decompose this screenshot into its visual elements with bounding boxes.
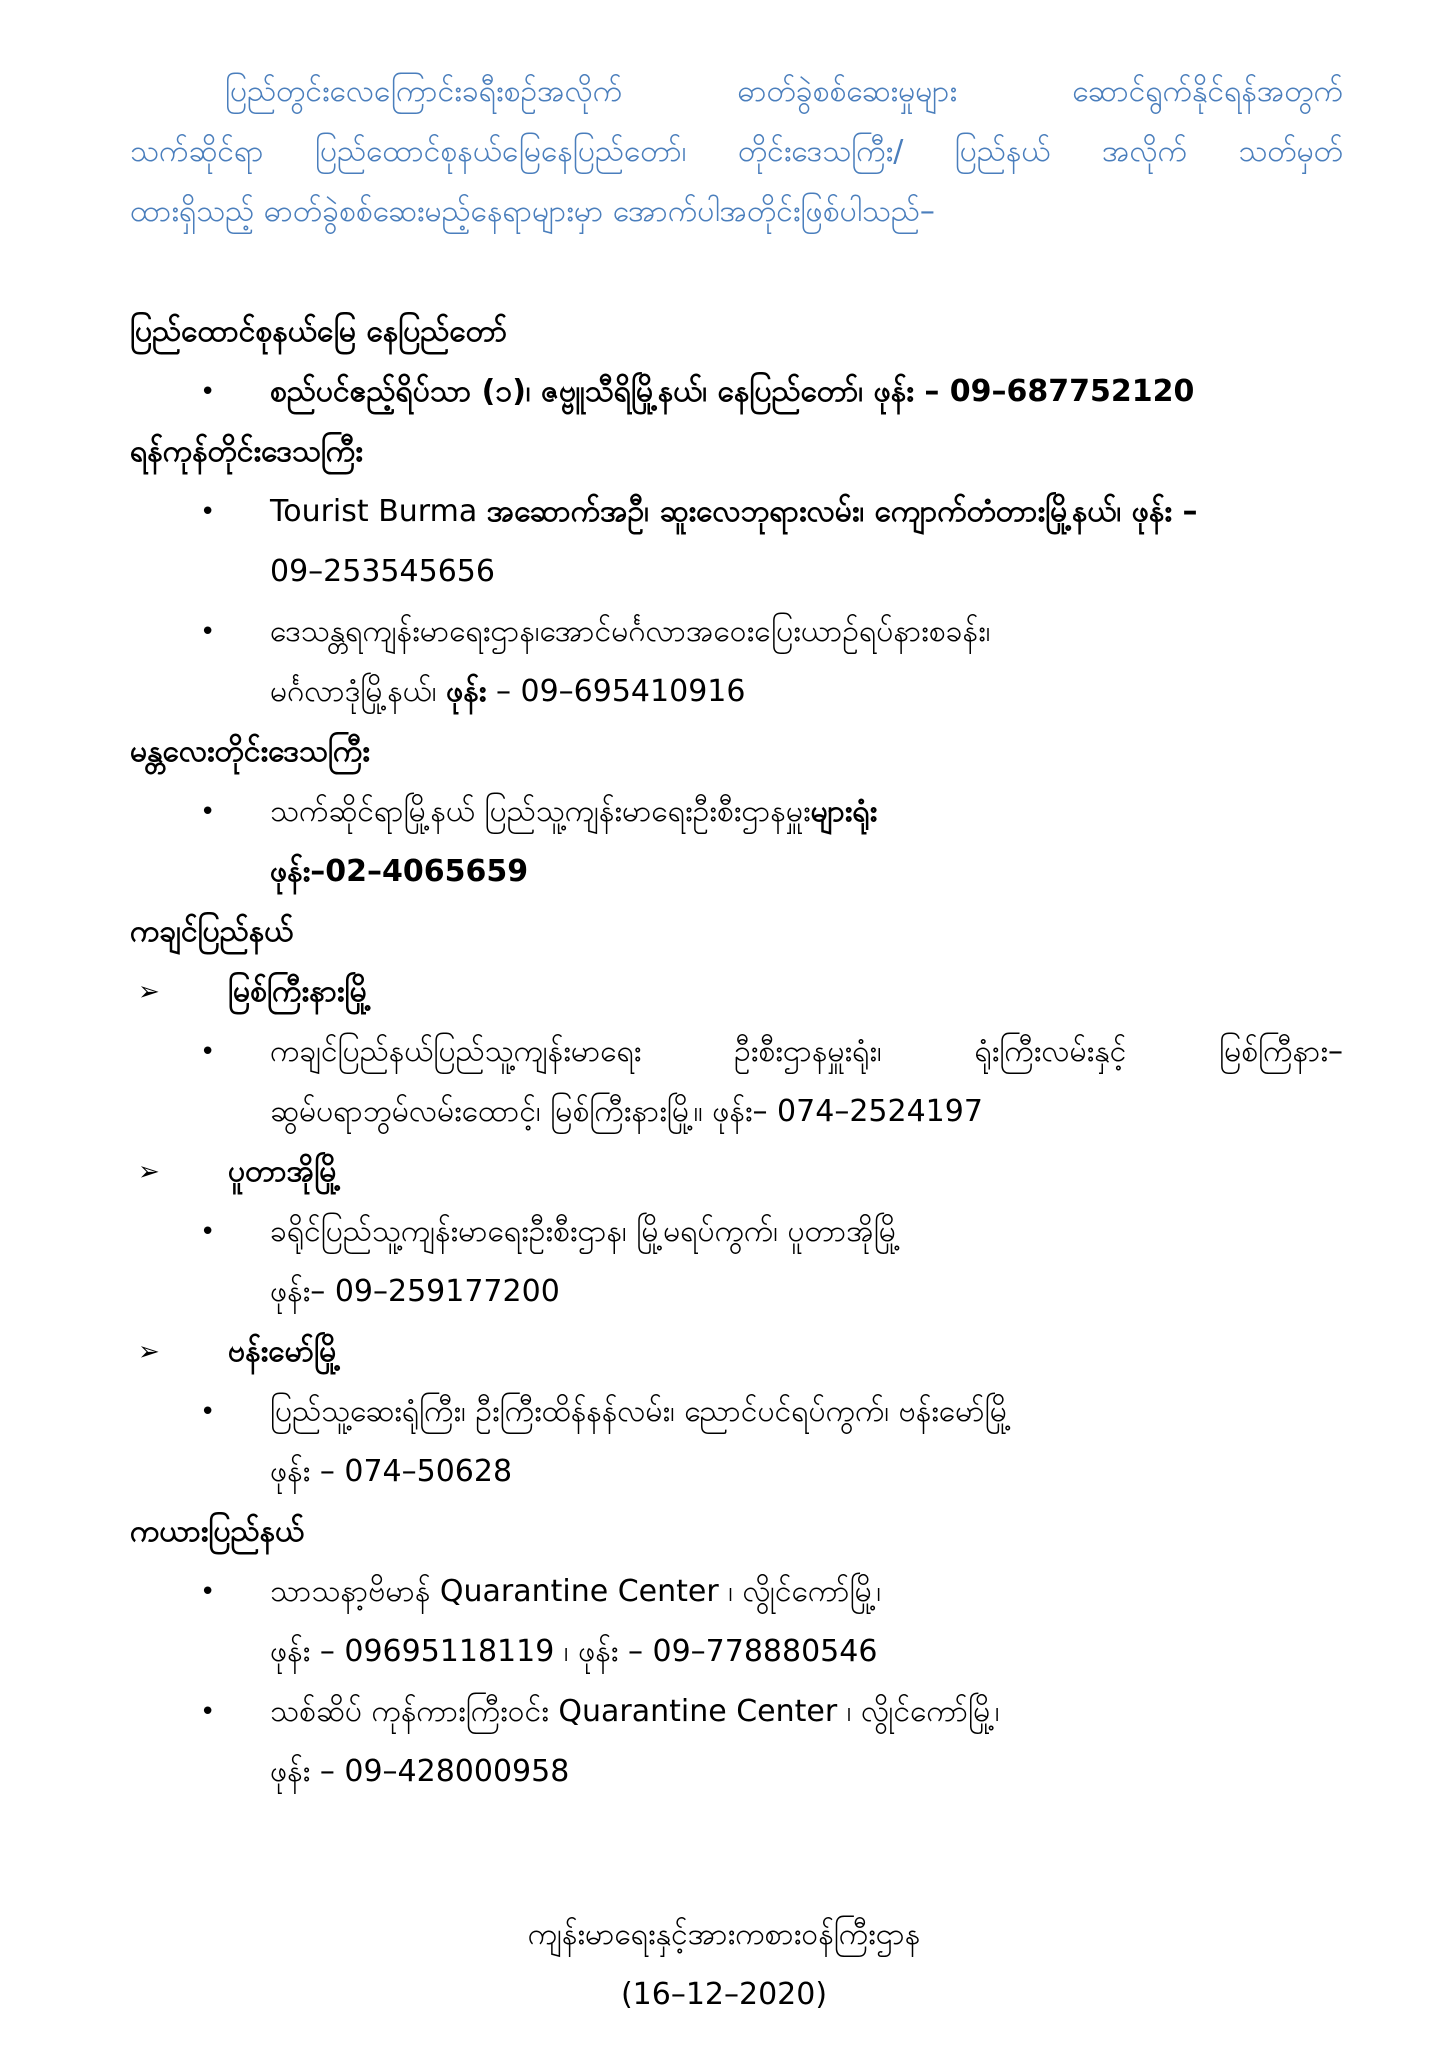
disc-bullet-icon: • <box>200 1037 216 1067</box>
town-item <box>130 1142 1343 1202</box>
location-item <box>130 362 1343 422</box>
disc-bullet-icon: • <box>200 1217 216 1247</box>
item-text <box>270 482 1343 602</box>
section-header-3: ကချင်ပြည်နယ် <box>130 914 294 949</box>
item-text <box>270 362 1343 422</box>
section-header-0: ပြည်ထောင်စုနယ်မြေ နေပြည်တော် <box>130 314 508 349</box>
location-item <box>130 782 1343 902</box>
disc-bullet-icon: • <box>200 1397 216 1427</box>
location-item <box>130 1022 1343 1142</box>
text-line: ဖုန်း – 074–50628 <box>270 1454 513 1489</box>
disc-bullet-icon: • <box>200 1697 216 1727</box>
disc-bullet-icon: • <box>200 617 216 647</box>
location-item <box>130 1562 1343 1682</box>
location-item <box>130 1682 1343 1802</box>
town-item <box>130 1322 1343 1382</box>
text-line: သက်ဆိုင်ရာမြို့နယ် ပြည်သူ့ကျန်းမာရေးဦးစီးဌာနမှူးများရုံး <box>270 794 878 829</box>
item-text <box>228 1322 1343 1382</box>
intro-line-2: သက်ဆိုင်ရာ ပြည်ထောင်စုနယ်မြေနေပြည်တော်၊ တိုင်းဒေသကြီး/ ပြည်နယ် အလိုက် သတ်မှတ် <box>130 134 1343 169</box>
item-text <box>270 782 1343 902</box>
item-text <box>270 1382 1343 1502</box>
footer-date: (16–12–2020) <box>620 1977 828 2012</box>
disc-bullet-icon: • <box>200 497 216 527</box>
text-line: သစ်ဆိပ် ကုန်ကားကြီးဝင်း Quarantine Center ၊ လွိုင်ကော်မြို့၊ <box>270 1694 1000 1729</box>
footer-organization: ကျန်းမာရေးနှင့်အားကစားဝန်ကြီးဌာန <box>527 1917 921 1952</box>
item-text <box>270 602 1343 722</box>
text-line: ဒေသန္တရကျန်းမာရေးဌာန၊အောင်မင်္ဂလာအဝေးပြေးယာဉ်ရပ်နားစခန်း၊ <box>270 614 991 649</box>
text-line: ခရိုင်ပြည်သူ့ကျန်းမာရေးဦးစီးဌာန၊ မြို့မရပ်ကွက်၊ ပူတာအိုမြို့ <box>270 1214 901 1249</box>
intro-line-3: ထားရှိသည့် ဓာတ်ခွဲစစ်ဆေးမည့်နေရာများမှာ အောက်ပါအတိုင်းဖြစ်ပါသည်– <box>130 194 935 229</box>
text-line: ကချင်ပြည်နယ်ပြည်သူ့ကျန်းမာရေး ဦးစီးဌာနမှူးရုံး၊ ရုံးကြီးလမ်းနှင့် မြစ်ကြီနား– <box>270 1034 1343 1069</box>
text-line: ဖုန်း– 09–259177200 <box>270 1274 560 1309</box>
location-item <box>130 1382 1343 1502</box>
text-line: စည်ပင်ဧည့်ရိပ်သာ (၁)၊ ဇဗ္ဗူသီရိမြို့နယ်၊ နေပြည်တော်၊ ဖုန်း – 09–687752120 <box>270 374 1195 409</box>
text-line: Tourist Burma အဆောက်အဦ၊ ဆူးလေဘုရားလမ်း၊ ကျောက်တံတားမြို့နယ်၊ ဖုန်း – <box>270 494 1198 529</box>
text-line: 09–253545656 <box>270 554 495 589</box>
text-line: ဖုန်း – 09695118119 ၊ ဖုန်း – 09–778880546 <box>270 1634 878 1669</box>
text-line: ဆွမ်ပရာဘွမ်လမ်းထောင့်၊ မြစ်ကြီးနားမြို့။ ဖုန်း– 074–2524197 <box>270 1094 983 1129</box>
item-text <box>228 962 1343 1022</box>
item-text <box>228 1142 1343 1202</box>
disc-bullet-icon: • <box>200 797 216 827</box>
item-text <box>270 1562 1343 1682</box>
location-item <box>130 1202 1343 1322</box>
text-line: မြစ်ကြီးနားမြို့ <box>228 974 372 1009</box>
arrow-bullet-icon: ➢ <box>138 977 160 1007</box>
text-line: ဖုန်း – 09–428000958 <box>270 1754 570 1789</box>
sections-container <box>130 302 1343 1802</box>
intro-paragraph <box>130 62 1343 242</box>
text-line: သာသနာ့ဗိမာန် Quarantine Center ၊ လွိုင်ကော်မြို့၊ <box>270 1574 882 1609</box>
disc-bullet-icon: • <box>200 377 216 407</box>
location-item <box>130 482 1343 602</box>
item-text <box>270 1682 1343 1802</box>
section-header-1: ရန်ကုန်တိုင်းဒေသကြီး <box>130 434 363 469</box>
section-header-4: ကယားပြည်နယ် <box>130 1514 305 1549</box>
location-item <box>130 602 1343 722</box>
town-item <box>130 962 1343 1022</box>
item-text <box>270 1202 1343 1322</box>
disc-bullet-icon: • <box>200 1577 216 1607</box>
arrow-bullet-icon: ➢ <box>138 1337 160 1367</box>
footer <box>0 1905 1448 2025</box>
section-header-2: မန္တလေးတိုင်းဒေသကြီး <box>130 734 370 769</box>
text-line: ပူတာအိုမြို့ <box>228 1154 341 1189</box>
text-line: ဖုန်း–02–4065659 <box>270 854 529 889</box>
arrow-bullet-icon: ➢ <box>138 1157 160 1187</box>
item-text <box>270 1022 1343 1142</box>
text-line: မင်္ဂလာဒုံမြို့နယ်၊ ဖုန်း – 09–695410916 <box>270 674 746 709</box>
intro-line-1: ပြည်တွင်းလေကြောင်းခရီးစဉ်အလိုက် ဓာတ်ခွဲစစ်ဆေးမှုများ ဆောင်ရွက်နိုင်ရန်အတွက် <box>225 74 1343 109</box>
text-line: ပြည်သူ့ဆေးရုံကြီး၊ ဦးကြီးထိန်နန်လမ်း၊ ညောင်ပင်ရပ်ကွက်၊ ဗန်းမော်မြို့ <box>270 1394 1012 1429</box>
text-line: ဗန်းမော်မြို့ <box>228 1334 341 1369</box>
